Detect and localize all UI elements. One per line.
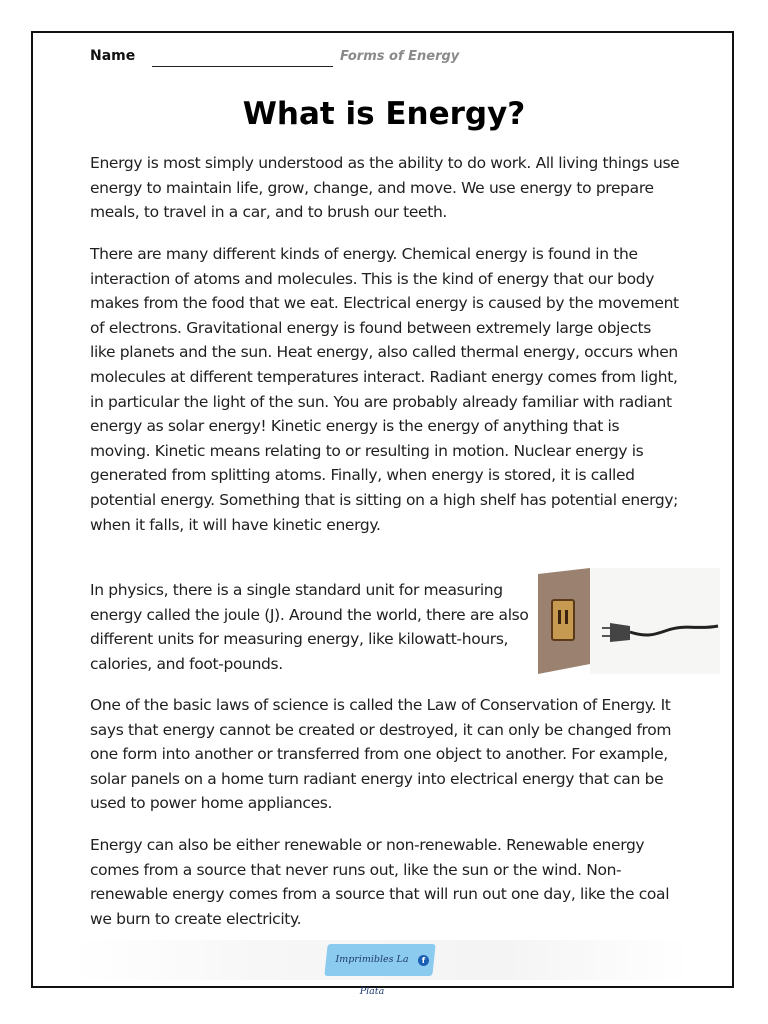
outlet-slot-left	[558, 610, 561, 624]
page-title: What is Energy?	[242, 96, 526, 132]
plug-icon	[610, 623, 630, 642]
paragraph-intro: Energy is most simply understood as the ability to do work. All living things use energy to maintain life, grow, change, and move. We use energy to prepare meals, to travel in a car, and to brush our teeth.	[90, 154, 680, 222]
paragraph-kinds: There are many different kinds of energy. Chemical energy is found in the interaction of atoms and molecules. This is the kind of energy that our body makes from the food that we eat. Electrical energy is caused by the movement of electrons. Gravitational energy is found between extremely large objects like planets and the sun. Heat energy, also called thermal energy, occurs when molecules at different temperatures interact. Radiant energy comes from light, in particular the light of the sun. You are probably already familiar with radiant energy as solar energy! Kinetic energy is the energy of anything that is moving. Kinetic means relating to or resulting in motion. Nuclear energy is generated from splitting atoms. Finally, when energy is stored, it is called potential energy. Something that is sitting on a high shelf has potential energy; when it falls, it will have kinetic energy.	[90, 245, 679, 534]
name-field-line[interactable]	[152, 66, 333, 67]
facebook-icon[interactable]: f	[418, 955, 429, 966]
paragraph-units: In physics, there is a single standard unit for measuring energy called the joule (J). Around the world, there are also different units for measuring energy, like kilowatt-hours, calories, and foot-pounds.	[90, 581, 529, 673]
worksheet-topic: Forms of Energy	[340, 49, 460, 64]
illustration-background	[590, 568, 720, 674]
outlet-slot-right	[565, 610, 568, 624]
name-label: Name	[90, 48, 136, 64]
outlet-icon	[552, 600, 574, 640]
paragraph-conservation: One of the basic laws of science is called the Law of Conservation of Energy. It says that energy cannot be created or destroyed, it can only be changed from one form into another or transferred from one object to another. For example, solar panels on a home turn radiant energy into electrical energy that can be used to power home appliances.	[90, 696, 672, 813]
plug-outlet-illustration	[538, 568, 720, 674]
name-row	[90, 48, 690, 68]
brand-logo-text: Imprimibles La Plata	[335, 954, 409, 997]
paragraph-renewable: Energy can also be either renewable or non-renewable. Renewable energy comes from a source that never runs out, like the sun or the wind. Non-renewable energy comes from a source that will run out one day, like the coal we burn to create electricity.	[90, 836, 670, 928]
